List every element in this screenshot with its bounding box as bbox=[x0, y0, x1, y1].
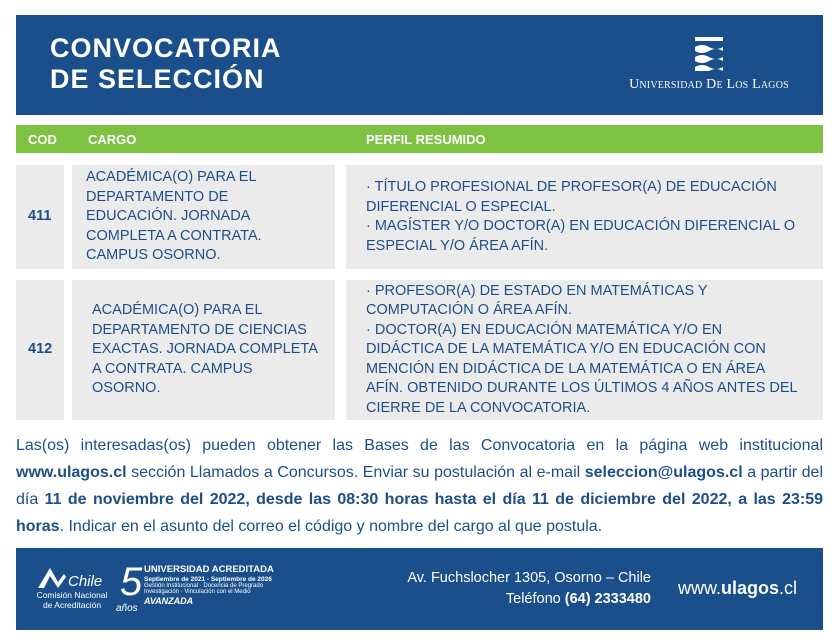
waves-logo-icon bbox=[694, 37, 724, 71]
table-row-code: 411 bbox=[16, 165, 64, 269]
table-row-code: 412 bbox=[16, 280, 64, 420]
table-row-cargo: ACADÉMICA(O) PARA EL DEPARTAMENTO DE EDUCACIÓN. JORNADA COMPLETA A CONTRATA. CAMPUS OSORNO. bbox=[72, 165, 335, 269]
footer-website-link[interactable]: www.ulagos.cl bbox=[677, 578, 797, 598]
phone-number: (64) 2333480 bbox=[564, 591, 651, 607]
footer-banner: Chile Comisión Nacional de Acreditación 5 años UNIVERSIDAD ACREDITADA Septiembre de 2021 - Septiembre de 2026 Gestión Institucional · Docencia de Pregrado Investigación · Vinculación con el Medio AVANZADA Av. Fuchslocher 1305, Osorno – Chile Teléfono (64) 2333480 www.ulagos.cl bbox=[16, 548, 823, 630]
svg-text:Chile: Chile bbox=[68, 573, 103, 590]
cna-logo: Chile Comisión Nacional de Acreditación bbox=[32, 564, 112, 610]
col-cargo: CARGO bbox=[88, 132, 137, 147]
page-title: CONVOCATORIA DE SELECCIÓN bbox=[50, 33, 282, 94]
col-perfil: PERFIL RESUMIDO bbox=[366, 132, 486, 147]
table-row-perfil: · PROFESOR(A) DE ESTADO EN MATEMÁTICAS Y COMPUTACIÓN O ÁREA AFÍN. · DOCTOR(A) EN EDUCACIÓN MATEMÁTICA Y/O EN DIDÁCTICA DE LA MATEMÁTICA Y/O EN EDUCACIÓN CON MENCIÓN EN DIDÁCTICA DE LA MATEMÁTICA O EN ÁREA AFÍN. OBTENIDO DURANTE LOS ÚLTIMOS 4 AÑOS ANTES DEL CIERRE DE LA CONVOCATORIA. bbox=[346, 280, 823, 420]
application-dates: 11 de noviembre del 2022, desde las 08:30 horas hasta el día 11 de diciembre del 2022, a las 23:59 horas bbox=[16, 491, 824, 535]
years-number: 5 bbox=[120, 560, 143, 604]
email-link[interactable]: seleccion@ulagos.cl bbox=[584, 464, 743, 481]
col-cod: COD bbox=[28, 132, 57, 147]
header-banner bbox=[16, 15, 823, 115]
table-row-cargo: ACADÉMICA(O) PARA EL DEPARTAMENTO DE CIENCIAS EXACTAS. JORNADA COMPLETA A CONTRATA. CAMPUS OSORNO. bbox=[72, 280, 335, 420]
logo-text: Universidad De Los Lagos bbox=[629, 77, 789, 92]
table-header bbox=[16, 125, 823, 153]
table-row-perfil: · TÍTULO PROFESIONAL DE PROFESOR(A) DE EDUCACIÓN DIFERENCIAL O ESPECIAL. · MAGÍSTER Y/O DOCTOR(A) EN EDUCACIÓN DIFERENCIAL O ESPECIAL Y/O ÁREA AFÍN. bbox=[346, 165, 823, 269]
university-logo bbox=[629, 37, 789, 93]
cna-chile-logo-icon bbox=[36, 564, 108, 590]
years-word: años bbox=[116, 603, 138, 614]
contact-address: Av. Fuchslocher 1305, Osorno – Chile Teléfono (64) 2333480 bbox=[407, 570, 651, 607]
instructions-paragraph: Las(os) interesadas(os) pueden obtener las Bases de las Convocatoria en la página web institucional www.ulagos.cl sección Llamados a Concursos. Enviar su postulación al e-mail seleccion@ulagos.cl a partir del día 11 de noviembre del 2022, desde las 08:30 horas hasta el día 11 de diciembre del 2022, a las 23:59 horas. Indicar en el asunto del correo el código y nombre del cargo al que postula. bbox=[16, 437, 824, 535]
website-link[interactable]: www.ulagos.cl bbox=[16, 464, 127, 481]
